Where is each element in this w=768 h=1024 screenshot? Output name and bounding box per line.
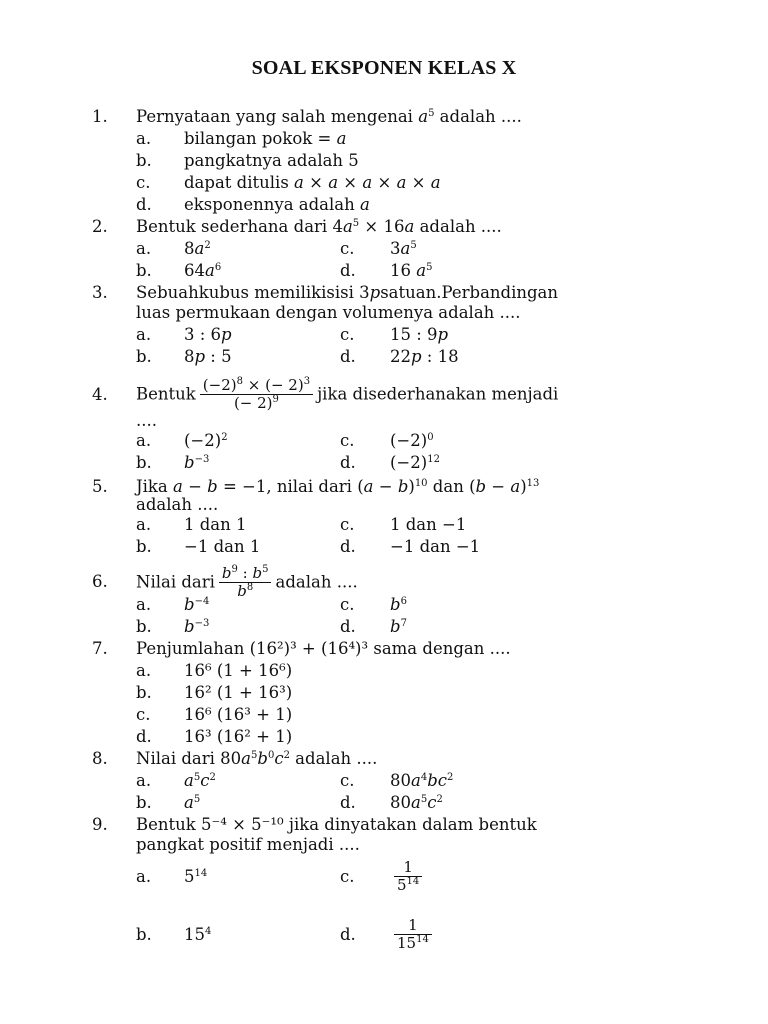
option-text	[390, 854, 426, 898]
option-label: b.	[136, 347, 152, 366]
question-text: Penjumlahan (16²)³ + (16⁴)³ sama dengan ....	[136, 639, 511, 658]
fraction: $\frac{1}{15^{14}}$	[394, 917, 432, 952]
option-label: a.	[136, 239, 152, 258]
option-label: d.	[136, 195, 152, 214]
option-text	[390, 912, 436, 956]
option-text: $(-2)^0$	[390, 431, 434, 450]
question-number: 5.	[92, 477, 108, 496]
question-text-line2: adalah ....	[136, 495, 219, 514]
option-text: $b^{-3}$	[184, 453, 210, 472]
option-label: c.	[340, 595, 355, 614]
question-text: Nilai dari $80a^5b^0c^2$ adalah ....	[136, 749, 378, 768]
fraction: $\frac{b^9 : b^5}{b^8}$	[219, 565, 272, 600]
question-text: Sebuahkubus memilikisisi 3psatuan.Perbandingan	[136, 283, 559, 302]
option-text: bilangan pokok = a	[184, 129, 347, 148]
option-label: b.	[136, 453, 152, 472]
question-text: Jika a − b = −1, nilai dari $(a - b)^{10}$ dan $(b - a)^{13}$	[136, 477, 540, 496]
question-text-line2: luas permukaan dengan volumenya adalah ....	[136, 303, 521, 322]
option-label: a.	[136, 771, 152, 790]
question-number: 7.	[92, 639, 108, 658]
option-text: 16⁶ (16³ + 1)	[184, 705, 293, 724]
option-label: b.	[136, 925, 152, 944]
option-label: c.	[340, 431, 355, 450]
option-text: −1 dan 1	[184, 537, 261, 556]
option-text: 15 : 9p	[390, 325, 449, 344]
option-label: d.	[340, 453, 356, 472]
fraction: $\frac{(-2)^8 \times (- 2)^3}{(- 2)^9}$	[200, 377, 313, 412]
option-text: $15^4$	[184, 925, 212, 944]
option-text: $8a^2$	[184, 239, 211, 258]
question-number: 4.	[92, 385, 108, 404]
option-label: a.	[136, 867, 152, 886]
question-text: Pernyataan yang salah mengenai $a^5$ adalah ....	[136, 107, 522, 126]
option-text: 16 $a^5$	[390, 261, 433, 280]
option-label: c.	[340, 515, 355, 534]
option-label: b.	[136, 793, 152, 812]
option-label: c.	[340, 325, 355, 344]
option-text: 22p : 18	[390, 347, 459, 366]
option-text: 8p : 5	[184, 347, 232, 366]
question-text-line2: pangkat positif menjadi ....	[136, 835, 360, 854]
option-text: $80a^4bc^2$	[390, 771, 454, 790]
option-text: 1 dan 1	[184, 515, 247, 534]
option-label: b.	[136, 683, 152, 702]
question-number: 1.	[92, 107, 108, 126]
option-text: $(-2)^2$	[184, 431, 228, 450]
option-label: b.	[136, 261, 152, 280]
option-text: $b^6$	[390, 595, 407, 614]
option-label: a.	[136, 325, 152, 344]
option-text: $a^5c^2$	[184, 771, 216, 790]
option-label: a.	[136, 515, 152, 534]
fraction: $\frac{1}{5^{14}}$	[394, 859, 422, 894]
option-label: d.	[340, 261, 356, 280]
option-label: c.	[136, 705, 151, 724]
option-label: c.	[340, 771, 355, 790]
option-label: a.	[136, 431, 152, 450]
option-text: $b^7$	[390, 617, 407, 636]
option-text: $80a^5c^2$	[390, 793, 443, 812]
option-text: $3a^5$	[390, 239, 417, 258]
question-number: 3.	[92, 283, 108, 302]
option-label: c.	[136, 173, 151, 192]
option-text: eksponennya adalah a	[184, 195, 370, 214]
option-label: d.	[340, 537, 356, 556]
question-number: 2.	[92, 217, 108, 236]
question-text: Bentuk 5⁻⁴ × 5⁻¹⁰ jika dinyatakan dalam bentuk	[136, 815, 537, 834]
question-number: 9.	[92, 815, 108, 834]
option-label: b.	[136, 151, 152, 170]
option-label: a.	[136, 595, 152, 614]
option-text: −1 dan −1	[390, 537, 481, 556]
option-text: $b^{-3}$	[184, 617, 210, 636]
option-text: $(-2)^{12}$	[390, 453, 440, 472]
question-text-line2: ....	[136, 411, 157, 430]
question-number: 8.	[92, 749, 108, 768]
question-number: 6.	[92, 572, 108, 591]
option-text: dapat ditulis a × a × a × a × a	[184, 173, 441, 192]
option-label: d.	[340, 347, 356, 366]
option-text: $64a^6$	[184, 261, 222, 280]
option-text: $a^5$	[184, 793, 201, 812]
option-text: 3 : 6p	[184, 325, 232, 344]
question-text: Bentuk sederhana dari $4a^5 \times 16a$ adalah ....	[136, 217, 502, 236]
option-label: d.	[340, 925, 356, 944]
option-label: b.	[136, 537, 152, 556]
option-text: pangkatnya adalah 5	[184, 151, 359, 170]
option-text: 16² (1 + 16³)	[184, 683, 293, 702]
question-text: Bentuk $\frac{(-2)^8 \times (- 2)^3}{(- 2)^9}$ jika disederhanakan menjadi	[136, 376, 559, 412]
option-label: d.	[340, 617, 356, 636]
page-title: SOAL EKSPONEN KELAS X	[251, 57, 517, 79]
option-label: c.	[340, 239, 355, 258]
option-label: b.	[136, 617, 152, 636]
option-label: c.	[340, 867, 355, 886]
option-text: $b^{-4}$	[184, 595, 210, 614]
option-text: $5^{14}$	[184, 867, 208, 886]
question-text: Nilai dari $\frac{b^9 : b^5}{b^8}$ adalah ....	[136, 564, 358, 600]
option-text: 16⁶ (1 + 16⁶)	[184, 661, 293, 680]
option-label: a.	[136, 129, 152, 148]
option-text: 16³ (16² + 1)	[184, 727, 293, 746]
option-label: a.	[136, 661, 152, 680]
option-label: d.	[340, 793, 356, 812]
option-label: d.	[136, 727, 152, 746]
option-text: 1 dan −1	[390, 515, 467, 534]
